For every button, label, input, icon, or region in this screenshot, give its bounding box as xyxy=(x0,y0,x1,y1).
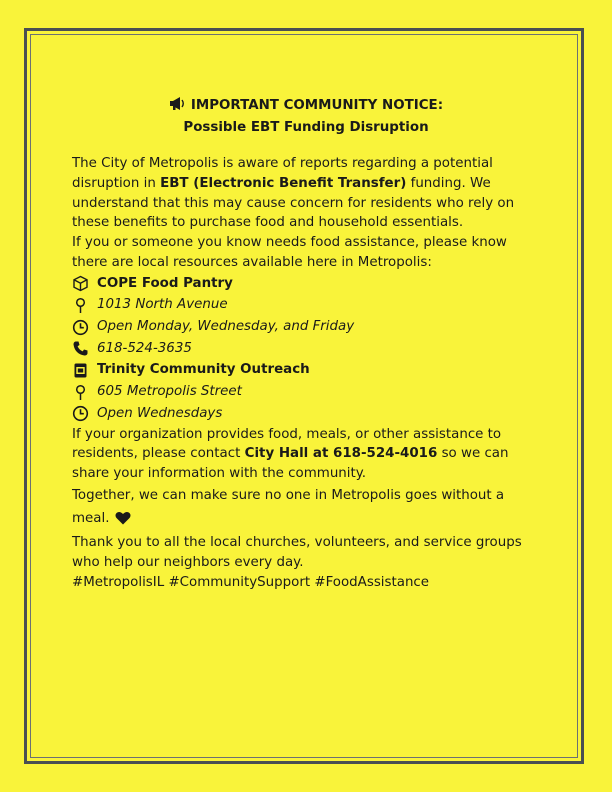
resource-name-row xyxy=(72,273,542,295)
notice-subtitle: Possible EBT Funding Disruption xyxy=(183,120,429,135)
notice-body xyxy=(72,154,542,592)
pin-icon xyxy=(72,297,89,314)
pin-icon xyxy=(72,384,89,401)
thanks-paragraph: Thank you to all the local churches, volunteers, and service groups who help our neighbors every day. xyxy=(72,534,522,570)
together-paragraph: Together, we can make sure no one in Metropolis goes without a meal. xyxy=(72,484,542,533)
megaphone-icon xyxy=(169,96,186,118)
resource-hours: Open Monday, Wednesday, and Friday xyxy=(97,319,355,335)
resource-name: COPE Food Pantry xyxy=(97,275,233,291)
notice-heading xyxy=(0,96,612,138)
notice-title xyxy=(0,96,612,118)
notice-title-text: IMPORTANT COMMUNITY NOTICE: xyxy=(190,98,444,113)
city-hall-contact: City Hall at 618-524-4016 xyxy=(244,446,438,462)
resource-hours-row xyxy=(72,316,542,338)
clock-icon xyxy=(72,405,89,422)
resource-address: 1013 North Avenue xyxy=(97,297,228,313)
hashtags: #MetropolisIL #CommunitySupport #FoodAssistance xyxy=(72,574,430,590)
organization-paragraph: If your organization provides food, meals, or other assistance to residents, please contact City Hall at 618-524-4016 so we can share your information with the community. xyxy=(72,426,509,482)
box-icon xyxy=(72,275,89,292)
resource-name: Trinity Community Outreach xyxy=(97,362,310,378)
ebt-term: EBT (Electronic Benefit Transfer) xyxy=(160,175,407,191)
resource-address: 605 Metropolis Street xyxy=(97,384,242,400)
intro-paragraph: The City of Metropolis is aware of reports regarding a potential disruption in EBT (Electronic Benefit Transfer) funding. We understand that this may cause concern for residents who rely on these benefits to purchase food and household essentials. xyxy=(72,156,515,231)
resource-address-row xyxy=(72,381,542,403)
resource-hours: Open Wednesdays xyxy=(97,405,223,421)
resource-name-row xyxy=(72,360,542,382)
resource-hours-row xyxy=(72,403,542,425)
resource-phone-row xyxy=(72,338,542,360)
resource-phone: 618-524-3635 xyxy=(97,340,192,356)
assist-paragraph: If you or someone you know needs food assistance, please know there are local resources available here in Metropolis: xyxy=(72,235,507,270)
canned-food-icon xyxy=(72,362,89,379)
resource-address-row xyxy=(72,294,542,316)
phone-icon xyxy=(72,340,89,357)
clock-icon xyxy=(72,319,89,336)
heart-icon xyxy=(115,510,131,533)
